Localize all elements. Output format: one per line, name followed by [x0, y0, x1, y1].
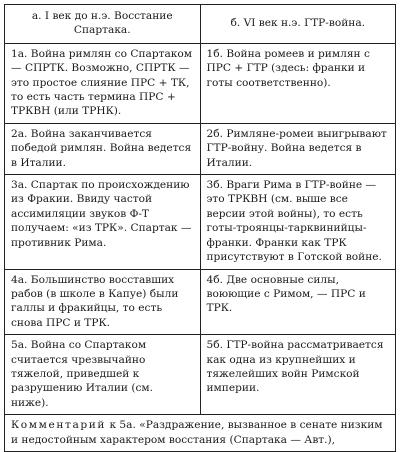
header-row	[5, 5, 396, 44]
cell-1b: 1б. Война ромеев и римлян с ПРС + ГТР (здесь: франки и готы соответственно).	[200, 43, 396, 123]
cell-5b: 5б. ГТР-война рассматривается как одна из крупнейших и тяжелейших войн Римской империи.	[200, 335, 396, 415]
table-row	[5, 123, 396, 174]
cell-5a: 5а. Война со Спартаком считается чрезвычайно тяжелой, приведшей к разрушению Италии (см. ниже).	[5, 335, 201, 415]
table-row	[5, 175, 396, 269]
cell-3a: 3а. Спартак по происхождению из Фракии. Ввиду частой ассимиляции звуков Ф-Т получаем: «из ТРК». Спартак — противник Рима.	[5, 175, 201, 269]
cell-2a: 2а. Война заканчивается победой римлян. Война ведется в Италии.	[5, 123, 201, 174]
cell-3b: 3б. Враги Рима в ГТР-войне — это ТРКВН (см. выше все версии этой войны), то есть готы-троянцы-тарквинийцы-франки. Франки как ТРК присутствуют в Готской войне.	[200, 175, 396, 269]
cell-1a: 1а. Война римлян со Спартаком — СПРТК. Возможно, СПРТК — это простое слияние ПРС + ТК, то есть часть термина ПРС + ТРКВН (или ТРНК).	[5, 43, 201, 123]
comment-row	[5, 415, 396, 452]
comment-cell	[5, 415, 396, 452]
cell-2b: 2б. Римляне-ромеи выигрывают ГТР-войну. Война ведется в Италии.	[200, 123, 396, 174]
cell-4a: 4а. Большинство восставших рабов (в школе в Капуе) были галлы и фракийцы, то есть снова ПРС и ТРК.	[5, 269, 201, 335]
table-row	[5, 335, 396, 415]
comment-label: Комментарий	[11, 419, 107, 432]
header-left: а. I век до н.э. Восстание Спартака.	[5, 5, 201, 44]
comment-text: к 5а. «Раздражение, вызванное в сенате низким и недостойным характером восстания (Спартака — Авт.),	[11, 419, 383, 446]
cell-4b: 4б. Две основные силы, воюющие с Римом, — ПРС и ТРК.	[200, 269, 396, 335]
table-row	[5, 43, 396, 123]
header-right: б. VI век н.э. ГТР-война.	[200, 5, 396, 44]
table-row	[5, 269, 396, 335]
comparison-table	[4, 4, 396, 452]
